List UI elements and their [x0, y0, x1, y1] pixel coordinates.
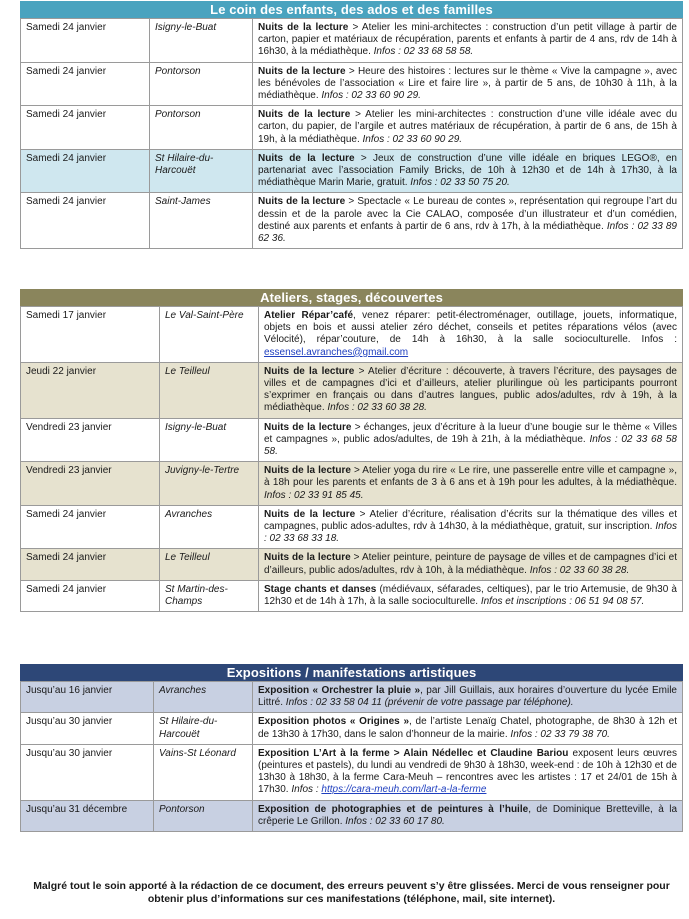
event-text: > Atelier d’écriture : découverte, à travers l’écriture, des paysages de villes et de campagnes d’ici et d’ailleurs, atelier plurilingue où les participants pourront s’exprimer en français ou dans d’autres langues, public ados/adultes, rdv à 19h, à la médiathèque.: [264, 365, 677, 414]
event-description: [259, 580, 683, 611]
event-date: Samedi 24 janvier: [21, 149, 150, 193]
event-description: [259, 505, 683, 549]
event-description: [253, 713, 683, 744]
event-description: [259, 462, 683, 506]
event-place: Avranches: [160, 505, 259, 549]
event-lead: Nuits de la lecture: [258, 196, 346, 208]
table-row: [21, 106, 683, 150]
table-row: [21, 549, 683, 580]
event-lead: Stage chants et danses: [264, 583, 377, 595]
event-description: [253, 682, 683, 713]
event-text: , de l’artiste Lenaïg Chatel, photographe, de 8h30 à 12h et de 13h30 à 17h30, dans le salon d’honneur de la mairie.: [258, 716, 677, 740]
event-place: Le Teilleul: [160, 362, 259, 418]
event-text: > Atelier peinture, peinture de paysage de villes et de campagnes d’ici et d’ailleurs, public ados/adultes, rdv à 10h, à la médiathèque.: [264, 552, 677, 576]
website-link[interactable]: https://cara-meuh.com/lart-a-la-ferme: [321, 784, 487, 796]
event-date: Samedi 24 janvier: [21, 193, 150, 249]
table-row: [21, 713, 683, 744]
event-text: > Jeux de construction d’une ville idéale en briques LEGO®, en partenariat avec l’association Family Bricks, de 10h à 12h30 et de 14h à 17h30, à la médiathèque Marin Marie, gratuit.: [258, 152, 677, 189]
event-date: Samedi 24 janvier: [21, 106, 150, 150]
event-text: , par Jill Guillais, aux horaires d’ouverture du lycée Emile Littré.: [258, 685, 677, 709]
event-lead: Exposition « Orchestrer la pluie »: [258, 685, 421, 696]
event-info: Infos : 02 33 58 04 11 (prévenir de votre passage par téléphone).: [285, 697, 574, 709]
event-description: [259, 362, 683, 418]
event-lead: Exposition photos « Origines »: [258, 716, 410, 728]
event-text: > Heure des histoires : lectures sur le thème « Vive la campagne », avec les bénévoles de l’association « Lire et faire lire », à partir de 5 ans, de 10h30 à 11h, à la médiathèque.: [258, 65, 677, 102]
event-place: Isigny-le-Buat: [150, 19, 253, 63]
event-date: Jusqu’au 30 janvier: [21, 713, 154, 744]
event-date: Vendredi 23 janvier: [21, 462, 160, 506]
event-lead: Nuits de la lecture: [258, 22, 349, 33]
table-row: [21, 505, 683, 549]
event-date: Vendredi 23 janvier: [21, 418, 160, 462]
event-place: Isigny-le-Buat: [160, 418, 259, 462]
event-info: Infos : 02 33 68 58 58.: [264, 433, 677, 458]
event-description: [253, 193, 683, 249]
event-description: [259, 418, 683, 462]
event-description: [253, 106, 683, 150]
event-place: Le Val-Saint-Père: [160, 307, 259, 363]
table-row: [21, 682, 683, 713]
event-text: > Spectacle « Le bureau de contes », représentation qui regroupe l’art du dessin et de la parole avec la Cie CALAO, composée d’un illustrateur et d’un comédien, destiné aux parents et enfants à partir de 6 ans, rdv à 17h, à la médiathèque.: [258, 196, 678, 232]
event-lead: Nuits de la lecture: [264, 365, 355, 377]
table-row: [21, 418, 683, 462]
disclaimer-footer: Malgré tout le soin apporté à la rédaction de ce document, des erreurs peuvent s’y être glissées. Merci de vous renseigner pour obtenir plus d’informations sur ces manifestations (téléphone, mail, site internet).: [33, 880, 670, 905]
table-row: [21, 580, 683, 611]
event-date: Samedi 24 janvier: [21, 19, 150, 63]
event-place: St Hilaire-du-Harcouët: [154, 713, 253, 744]
event-description: [259, 549, 683, 580]
event-info: Infos : 02 33 91 85 45.: [264, 489, 364, 501]
event-text: > Atelier d’écriture, réalisation d’écrits sur la thématique des villes et campagnes, public ados-adultes, rdv à 14h30, à la médiathèque, gratuit, sur inscription.: [264, 508, 678, 533]
table-row: [21, 800, 683, 831]
event-date: Samedi 24 janvier: [21, 549, 160, 580]
event-description: [253, 62, 683, 106]
event-place: Juvigny-le-Tertre: [160, 462, 259, 506]
event-text: > Atelier les mini-architectes : construction d’un petit village à partir de carton, papier et matériaux de récupération, parents et enfants à partir de 4 ans, rdv de 14h à 16h30, à la médiathèque.: [258, 22, 677, 58]
event-text: , venez réparer: petit-électroménager, outillage, jouets, informatique, objets en bois et aussi atelier zéro déchet, conseils et petites réparations vélos (avec Vélocité), répar’couture, de 14h à 16h30, à la salle socioculturelle. Infos :: [264, 310, 677, 346]
event-info: Infos : 02 33 68 58 58.: [373, 46, 474, 58]
event-date: Samedi 24 janvier: [21, 62, 150, 106]
event-place: Le Teilleul: [160, 549, 259, 580]
section-families: [20, 1, 683, 249]
section-exhibitions: [20, 664, 683, 832]
event-info: Infos : 02 33 89 62 36.: [258, 220, 677, 245]
events-table: [20, 306, 683, 612]
event-description: [253, 19, 683, 63]
event-info: Infos : 02 33 60 90 29.: [321, 90, 421, 102]
event-description: [253, 149, 683, 193]
event-description: [253, 800, 683, 831]
event-date: Samedi 24 janvier: [21, 580, 160, 611]
section-workshops: [20, 289, 683, 612]
event-lead: Atelier Répar’café: [264, 310, 354, 321]
event-info: Infos : 02 33 50 75 20.: [410, 177, 510, 189]
section-title: Le coin des enfants, des ados et des familles: [20, 1, 683, 18]
event-text: > Atelier yoga du rire « Le rire, une passerelle entre ville et campagne », à 18h pour les parents et enfants de 3 à 6 ans et à 19h pour les adultes, à la médiathèque.: [264, 465, 677, 489]
table-row: [21, 19, 683, 63]
event-info: Infos : 02 33 79 38 70.: [510, 728, 610, 740]
event-lead: Nuits de la lecture: [264, 421, 352, 433]
event-lead: Nuits de la lecture: [264, 552, 351, 564]
event-lead: Nuits de la lecture: [258, 65, 346, 77]
event-lead: Exposition L’Art à la ferme > Alain Nédellec et Claudine Bariou: [258, 747, 569, 759]
event-place: St Hilaire-du-Harcouët: [150, 149, 253, 193]
event-info: Infos : 02 33 60 90 29.: [362, 133, 463, 145]
event-description: [253, 744, 683, 800]
event-place: Pontorson: [154, 800, 253, 831]
event-info: Infos : 02 33 60 17 80.: [345, 815, 445, 827]
section-title: Ateliers, stages, découvertes: [20, 289, 683, 306]
event-description: [259, 307, 683, 363]
event-lead: Nuits de la lecture: [264, 508, 356, 520]
event-date: Jusqu’au 30 janvier: [21, 744, 154, 800]
event-lead: Nuits de la lecture: [264, 465, 351, 477]
section-title: Expositions / manifestations artistiques: [20, 664, 683, 681]
event-place: Saint-James: [150, 193, 253, 249]
table-row: [21, 744, 683, 800]
event-text: , de Dominique Bretteville, à la crêperie Le Grillon.: [258, 803, 678, 827]
event-place: Avranches: [154, 682, 253, 713]
table-row: [21, 193, 683, 249]
table-row: [21, 462, 683, 506]
event-lead: Nuits de la lecture: [258, 152, 355, 164]
event-date: Samedi 17 janvier: [21, 307, 160, 363]
email-link[interactable]: essensel.avranches@gmail.com: [264, 346, 409, 358]
event-text: (médiévaux, séfarades, celtiques), par le trio Artemusie, de 9h30 à 12h30 et de 14h à 17h, à la salle socioculturelle.: [264, 583, 677, 608]
event-text: > Atelier les mini-architectes : construction d’une ville idéale avec du carton, du papier, de l’argile et autres matériaux de récupération, à partir de 6 ans, de 15h à 19h, à la médiathèque.: [258, 109, 678, 145]
event-date: Jusqu’au 31 décembre: [21, 800, 154, 831]
event-text: exposent leurs œuvres (peintures et pastels), du lundi au vendredi de 9h30 à 18h30, week-end : de 10h à 12h30 et de 13h30 à 18h30, à la ferme Cara-Meuh – rencontres avec les artistes : 17 et 24/01 de 15h à 17h30.: [258, 747, 677, 796]
event-info: Infos :: [291, 784, 322, 796]
event-date: Jusqu’au 16 janvier: [21, 682, 154, 713]
event-place: Pontorson: [150, 106, 253, 150]
event-info: Infos : 02 33 68 33 18.: [264, 521, 677, 545]
table-row: [21, 307, 683, 363]
table-row: [21, 62, 683, 106]
event-place: Vains-St Léonard: [154, 744, 253, 800]
event-date: Jeudi 22 janvier: [21, 362, 160, 418]
event-place: Pontorson: [150, 62, 253, 106]
event-place: St Martin-des-Champs: [160, 580, 259, 611]
table-row: [21, 149, 683, 193]
event-lead: Nuits de la lecture: [258, 109, 351, 121]
events-table: [20, 681, 683, 832]
event-lead: Exposition de photographies et de peintures à l’huile: [258, 803, 529, 815]
event-date: Samedi 24 janvier: [21, 505, 160, 549]
event-info: Infos : 02 33 60 38 28.: [529, 564, 630, 576]
event-info: Infos et inscriptions : 06 51 94 08 57.: [480, 596, 645, 608]
event-info: Infos : 02 33 60 38 28.: [327, 402, 427, 414]
table-row: [21, 362, 683, 418]
events-table: [20, 18, 683, 249]
event-text: > échanges, jeux d’écriture à la lueur d’une bougie sur le thème « Villes et campagnes », public ados/adultes, de 19h à 21h, à la médiathèque.: [264, 421, 677, 445]
